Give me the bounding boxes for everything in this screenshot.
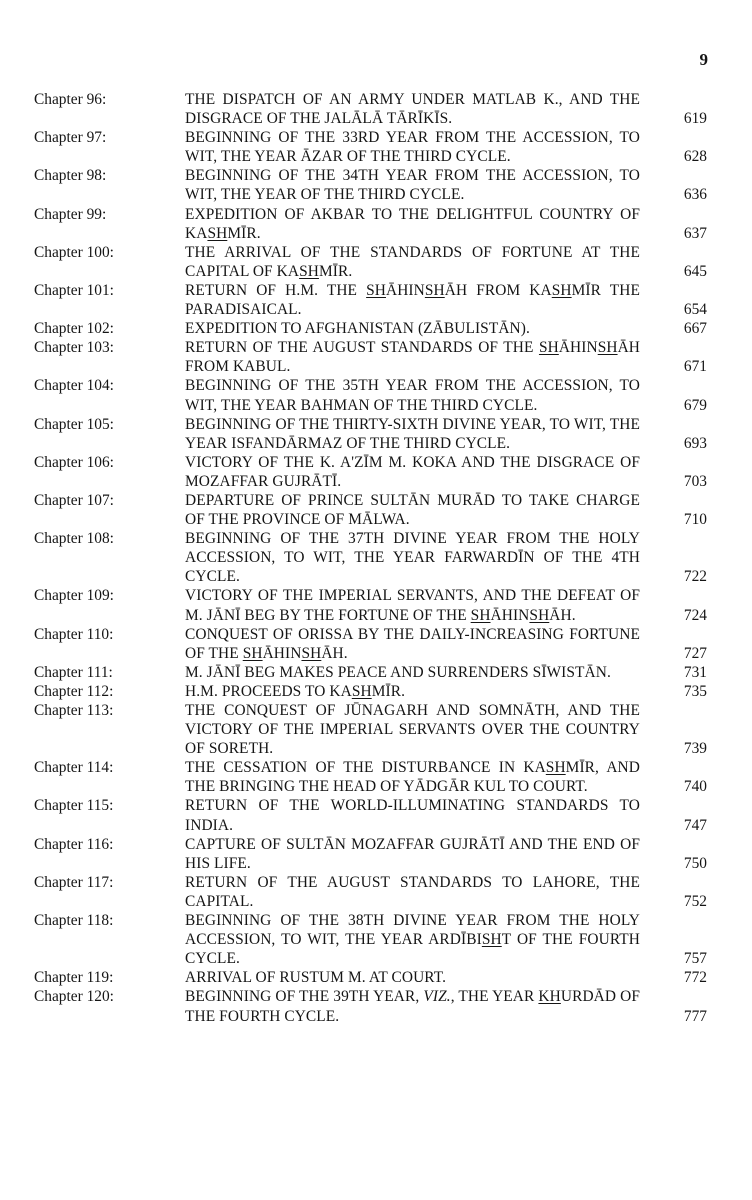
page-ref: 727 [683,644,707,662]
page-ref: 654 [683,301,707,319]
page-ref: 693 [683,434,707,452]
page-ref: 637 [683,224,707,242]
page-ref: 722 [683,568,707,586]
toc-entry [0,911,752,968]
toc-entry [0,243,752,281]
chapter-label: Chapter 115: [34,797,114,815]
toc-entry [0,586,752,624]
page-ref: 752 [683,892,707,910]
chapter-label: Chapter 108: [34,530,114,548]
title-segment: MĪR. [318,262,353,280]
title-segment: ĀH FROM KABUL. [185,339,640,376]
chapter-label: Chapter 117: [34,873,114,891]
chapter-label: Chapter 100: [34,243,114,261]
title-segment: DEPARTURE OF PRINCE SULTĀN MURĀD TO TAKE CHARGE OF THE PROVINCE OF MĀLWA. [185,491,640,529]
chapter-title [185,128,640,166]
chapter-title [185,415,640,453]
toc-entry [0,987,752,1025]
chapter-title [185,873,640,911]
toc-entry [0,663,752,682]
title-segment: RETURN OF THE AUGUST STANDARDS TO LAHORE, THE CAPITAL. [185,873,640,910]
chapter-label: Chapter 99: [34,205,107,223]
title-segment: EXPEDITION TO AFGHANISTAN (ZĀBULISTĀN). [185,320,530,338]
chapter-title [185,911,640,968]
chapter-title [185,758,640,796]
title-segment: THE DISPATCH OF AN ARMY UNDER MATLAB K., AND THE DISGRACE OF THE JALĀLĀ TĀRĪKĪS. [185,91,640,128]
chapter-label: Chapter 96: [34,91,107,108]
page-ref: 645 [683,262,707,280]
title-segment: SH [597,339,618,357]
title-segment: ĀH FROM KA [444,281,552,299]
chapter-label: Chapter 106: [34,453,114,471]
title-segment: , THE YEAR [450,988,539,1006]
chapter-title [185,625,640,663]
toc-entry [0,529,752,586]
title-segment: THE CESSATION OF THE DISTURBANCE IN KA [185,759,546,777]
title-segment: SH [424,281,445,299]
title-segment: BEGINNING OF THE 38TH DIVINE YEAR FROM THE HOLY ACCESSION, TO WIT, THE YEAR ARDĪBI [185,912,640,949]
title-segment: THE CONQUEST OF JŪNAGARH AND SOMNĀTH, AND THE VICTORY OF THE IMPERIAL SERVANTS OVER THE COUNTRY OF SORETH. [185,702,640,758]
page-ref: 735 [683,682,707,700]
toc-entry [0,682,752,701]
toc-entry [0,968,752,987]
chapter-label: Chapter 112: [34,682,114,700]
title-segment: MĪR. [227,224,261,242]
chapter-title [185,281,640,319]
chapter-label: Chapter 111: [34,663,113,681]
page-ref: 739 [683,740,707,758]
title-segment: URDĀD OF THE FOURTH CYCLE. [185,988,640,1025]
title-segment: MĪR THE PARADISAICAL. [185,281,640,319]
chapter-label: Chapter 105: [34,415,114,433]
toc-entry [0,338,752,376]
chapter-label: Chapter 120: [34,988,114,1006]
page-ref: 740 [683,778,707,796]
page-ref: 679 [683,396,707,414]
page-ref: 750 [683,854,707,872]
page-ref: 628 [683,148,707,166]
title-segment: BEGINNING OF THE 34TH YEAR FROM THE ACCESSION, TO WIT, THE YEAR OF THE THIRD CYCLE. [185,167,640,204]
title-segment: VICTORY OF THE IMPERIAL SERVANTS, AND THE DEFEAT OF M. JĀNĪ BEG BY THE FORTUNE OF THE [185,587,640,624]
title-segment: BEGINNING OF THE THIRTY-SIXTH DIVINE YEAR, TO WIT, THE YEAR ISFANDĀRMAZ OF THE THIRD CYCLE. [185,415,640,452]
chapter-label: Chapter 109: [34,587,114,605]
chapter-title [185,338,640,376]
title-segment: KH [538,988,561,1006]
chapter-label: Chapter 114: [34,759,114,777]
title-segment: SH [545,759,566,777]
toc-entry [0,453,752,491]
toc-entry [0,796,752,834]
title-segment: SH [242,644,263,662]
toc-entry [0,491,752,529]
page-ref: 731 [683,663,707,681]
title-segment: RETURN OF THE WORLD-ILLUMINATING STANDARDS TO INDIA. [185,797,640,834]
table-of-contents [0,90,752,1026]
chapter-label: Chapter 97: [34,129,107,147]
title-segment: BEGINNING OF THE 39TH YEAR, [185,988,424,1006]
title-segment: SH [529,606,550,624]
toc-entry [0,128,752,166]
chapter-title [185,835,640,873]
chapter-title [185,453,640,491]
page-ref: 703 [683,472,707,490]
chapter-title [185,491,640,529]
chapter-title [185,663,640,682]
title-segment: SH [351,682,372,700]
chapter-title [185,376,640,414]
title-segment: SH [299,262,319,280]
chapter-title [185,586,640,624]
title-segment: BEGINNING OF THE 33RD YEAR FROM THE ACCESSION, TO WIT, THE YEAR ĀZAR OF THE THIRD CYCLE. [185,129,640,166]
chapter-title [185,968,640,987]
title-segment: MĪR. [371,682,406,700]
chapter-label: Chapter 101: [34,281,114,299]
title-segment: ĀHIN [262,644,302,662]
chapter-label: Chapter 103: [34,339,114,357]
chapter-title [185,796,640,834]
chapter-label: Chapter 98: [34,167,107,185]
title-segment: RETURN OF H.M. THE [185,281,367,299]
page-ref: 671 [683,358,707,376]
toc-entry [0,281,752,319]
title-segment: SH [481,931,502,949]
title-segment: THE ARRIVAL OF THE STANDARDS OF FORTUNE AT THE CAPITAL OF KA [185,243,640,280]
page-ref: 757 [683,950,707,968]
title-segment: BEGINNING OF THE 37TH DIVINE YEAR FROM THE HOLY ACCESSION, TO WIT, THE YEAR FARWARDĪN OF THE 4TH CYCLE. [185,530,640,586]
toc-entry [0,625,752,663]
page-ref: 747 [683,816,707,834]
title-segment: SH [470,606,491,624]
toc-entry [0,166,752,204]
chapter-title [185,319,640,338]
chapter-label: Chapter 110: [34,625,114,643]
toc-entry [0,701,752,758]
title-segment: T OF THE FOURTH CYCLE. [185,931,641,968]
title-segment: BEGINNING OF THE 35TH YEAR FROM THE ACCESSION, TO WIT, THE YEAR BAHMAN OF THE THIRD CYCLE. [185,377,640,414]
chapter-label: Chapter 113: [34,702,114,719]
page-ref: 619 [683,110,707,128]
toc-entry [0,319,752,338]
title-segment: MĪR, AND THE BRINGING THE HEAD OF YĀDGĀR KUL TO COURT. [185,759,640,796]
toc-entry [0,376,752,414]
chapter-title [185,90,640,128]
title-segment: VICTORY OF THE K. A'ZĪM M. KOKA AND THE DISGRACE OF MOZAFFAR GUJRĀTĪ. [185,453,640,490]
title-segment: VIZ. [423,988,451,1006]
chapter-title [185,987,640,1025]
title-segment: H.M. PROCEEDS TO KA [185,682,352,700]
title-segment: ĀHIN [385,281,425,299]
toc-entry [0,205,752,243]
title-segment: SH [551,281,572,299]
page-ref: 772 [683,969,707,987]
chapter-title [185,166,640,204]
page-ref: 777 [683,1007,707,1025]
title-segment: EXPEDITION OF AKBAR TO THE DELIGHTFUL COUNTRY OF KA [185,205,640,242]
chapter-title [185,682,640,701]
page-ref: 667 [683,320,707,338]
title-segment: SH [538,339,559,357]
title-segment: ĀH. [549,606,576,624]
chapter-title [185,529,640,586]
toc-entry [0,758,752,796]
toc-entry [0,835,752,873]
page-ref: 710 [683,511,707,529]
chapter-title [185,243,640,281]
title-segment: RETURN OF THE AUGUST STANDARDS OF THE [185,339,539,357]
title-segment: SH [366,281,386,299]
page-ref: 636 [683,186,707,204]
title-segment: CONQUEST OF ORISSA BY THE DAILY-INCREASING FORTUNE OF THE [185,625,640,662]
chapter-label: Chapter 107: [34,491,114,509]
title-segment: ĀH. [321,644,348,662]
toc-entry [0,90,752,128]
page-number: 9 [699,50,708,69]
chapter-label: Chapter 119: [34,969,114,987]
title-segment: ARRIVAL OF RUSTUM M. AT COURT. [185,969,447,987]
chapter-title [185,205,640,243]
title-segment: M. JĀNĪ BEG MAKES PEACE AND SURRENDERS SĪWISTĀN. [185,663,611,681]
chapter-label: Chapter 118: [34,912,114,930]
page-ref: 724 [683,606,707,624]
title-segment: SH [301,644,322,662]
title-segment: ĀHIN [490,606,530,624]
title-segment: ĀHIN [558,339,598,357]
chapter-label: Chapter 104: [34,377,114,395]
toc-entry [0,415,752,453]
toc-entry [0,873,752,911]
title-segment: SH [207,224,228,242]
chapter-label: Chapter 102: [34,320,114,338]
chapter-title [185,701,640,758]
title-segment: CAPTURE OF SULTĀN MOZAFFAR GUJRĀTĪ AND THE END OF HIS LIFE. [185,835,640,872]
chapter-label: Chapter 116: [34,835,114,853]
